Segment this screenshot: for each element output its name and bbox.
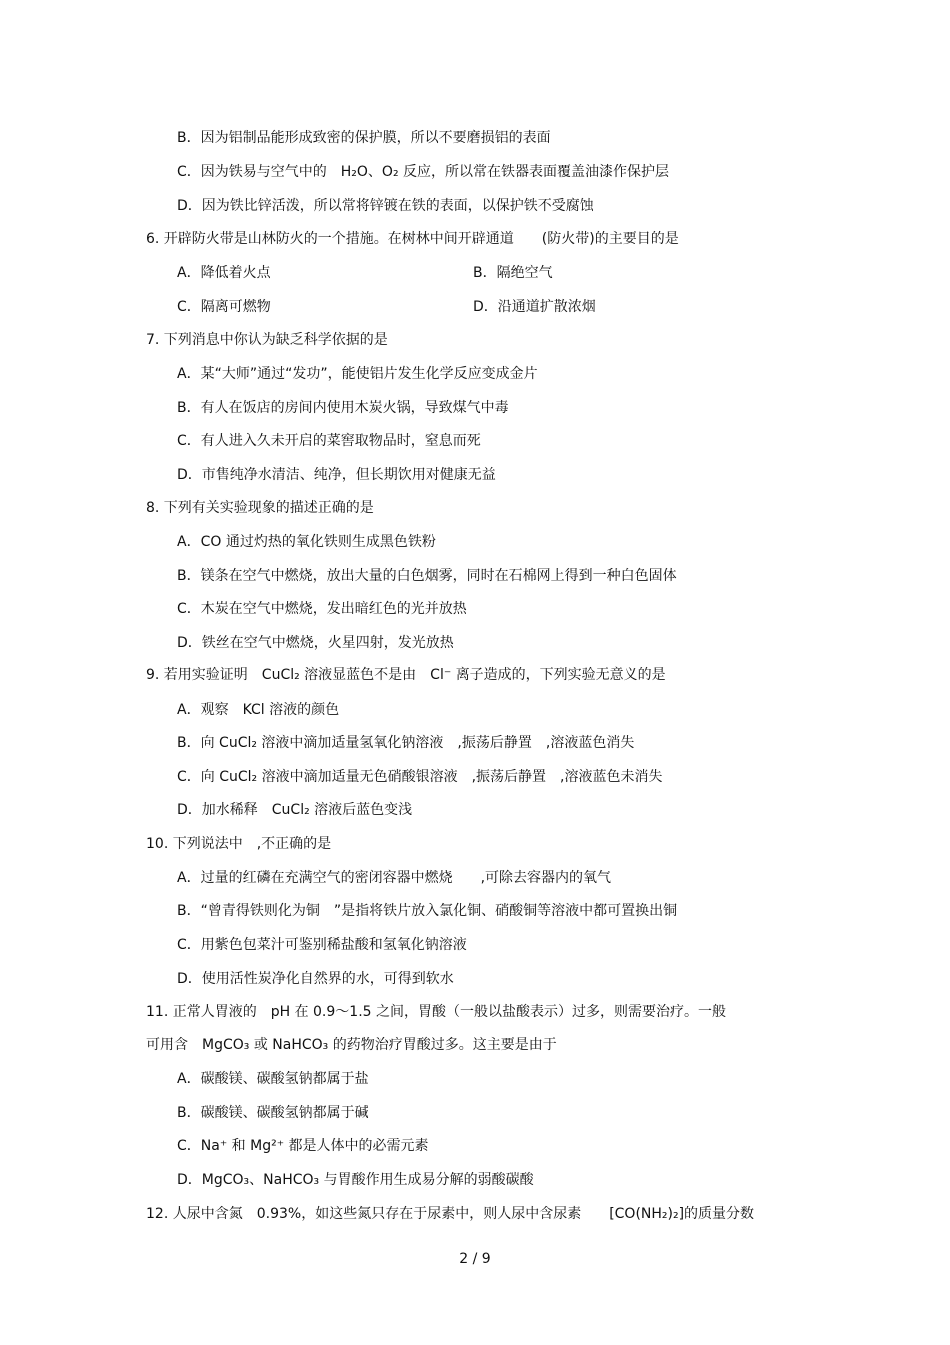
line-q9-option-b: B．向 CuCl₂ 溶液中滴加适量氢氧化钠溶液 ,振荡后静置 ,溶液蓝色消失 bbox=[177, 735, 635, 751]
line-q10-option-d: D．使用活性炭净化自然界的水，可得到软水 bbox=[177, 971, 454, 987]
question-9: 9. 若用实验证明 CuCl₂ 溶液显蓝色不是由 Cl⁻ 离子造成的，下列实验无意义的是 bbox=[146, 667, 666, 683]
line-q7-option-b: B．有人在饭店的房间内使用木炭火锅，导致煤气中毒 bbox=[177, 400, 509, 416]
question-8: 8. 下列有关实验现象的描述正确的是 bbox=[146, 500, 374, 516]
line-q8-option-d: D．铁丝在空气中燃烧，火星四射，发光放热 bbox=[177, 635, 454, 651]
line-q11-option-a: A．碳酸镁、碳酸氢钠都属于盐 bbox=[177, 1071, 369, 1087]
question-6: 6. 开辟防火带是山林防火的一个措施。在树林中间开辟通道 (防火带)的主要目的是 bbox=[146, 231, 679, 247]
line-q11-option-b: B．碳酸镁、碳酸氢钠都属于碱 bbox=[177, 1105, 369, 1121]
question-10: 10. 下列说法中 ,不正确的是 bbox=[146, 836, 332, 852]
line-q5-option-c: C．因为铁易与空气中的 H₂O、O₂ 反应，所以常在铁器表面覆盖油漆作保护层 bbox=[177, 164, 670, 180]
question-11: 11. 正常人胃液的 pH 在 0.9～1.5 之间，胃酸（一般以盐酸表示）过多，则需要治疗。一般 bbox=[146, 1004, 727, 1020]
line-q7-option-c: C．有人进入久未开启的菜窖取物品时，窒息而死 bbox=[177, 433, 481, 449]
line-q6-option-d: D．沿通道扩散浓烟 bbox=[473, 299, 596, 315]
question-7: 7. 下列消息中你认为缺乏科学依据的是 bbox=[146, 332, 388, 348]
page-number: 2 / 9 bbox=[459, 1251, 491, 1267]
line-q7-option-d: D．市售纯净水清洁、纯净，但长期饮用对健康无益 bbox=[177, 467, 496, 483]
line-q8-option-c: C．木炭在空气中燃烧，发出暗红色的光并放热 bbox=[177, 601, 467, 617]
line-q10-option-a: A．过量的红磷在充满空气的密闭容器中燃烧 ,可除去容器内的氧气 bbox=[177, 870, 612, 886]
line-q9-option-c: C．向 CuCl₂ 溶液中滴加适量无色硝酸银溶液 ,振荡后静置 ,溶液蓝色未消失 bbox=[177, 769, 663, 785]
question-12: 12. 人尿中含氮 0.93%，如这些氮只存在于尿素中，则人尿中含尿素 [CO(NH₂)₂]的质量分数 bbox=[146, 1206, 755, 1222]
line-q6-option-b: B．隔绝空气 bbox=[473, 265, 553, 281]
line-q10-option-c: C．用紫色包菜汁可鉴别稀盐酸和氢氧化钠溶液 bbox=[177, 937, 467, 953]
line-q7-option-a: A．某“大师”通过“发功”，能使铝片发生化学反应变成金片 bbox=[177, 366, 538, 382]
line-q10-option-b: B．“曾青得铁则化为铜 ”是指将铁片放入氯化铜、硝酸铜等溶液中都可置换出铜 bbox=[177, 903, 678, 919]
line-q8-option-b: B．镁条在空气中燃烧，放出大量的白色烟雾，同时在石棉网上得到一种白色固体 bbox=[177, 568, 677, 584]
line-q9-option-a: A．观察 KCl 溶液的颜色 bbox=[177, 702, 340, 718]
line-q5-option-d: D．因为铁比锌活泼，所以常将锌镀在铁的表面，以保护铁不受腐蚀 bbox=[177, 198, 594, 214]
line-q8-option-a: A．CO 通过灼热的氧化铁则生成黑色铁粉 bbox=[177, 534, 436, 550]
line-q5-option-b: B．因为铝制品能形成致密的保护膜，所以不要磨损铝的表面 bbox=[177, 130, 551, 146]
question-11-continued: 可用含 MgCO₃ 或 NaHCO₃ 的药物治疗胃酸过多。这主要是由于 bbox=[146, 1037, 557, 1053]
line-q6-option-c: C．隔离可燃物 bbox=[177, 299, 271, 315]
line-q9-option-d: D．加水稀释 CuCl₂ 溶液后蓝色变浅 bbox=[177, 802, 413, 818]
line-q11-option-c: C．Na⁺ 和 Mg²⁺ 都是人体中的必需元素 bbox=[177, 1138, 429, 1154]
line-q11-option-d: D．MgCO₃、NaHCO₃ 与胃酸作用生成易分解的弱酸碳酸 bbox=[177, 1172, 534, 1188]
line-q6-option-a: A．降低着火点 bbox=[177, 265, 271, 281]
